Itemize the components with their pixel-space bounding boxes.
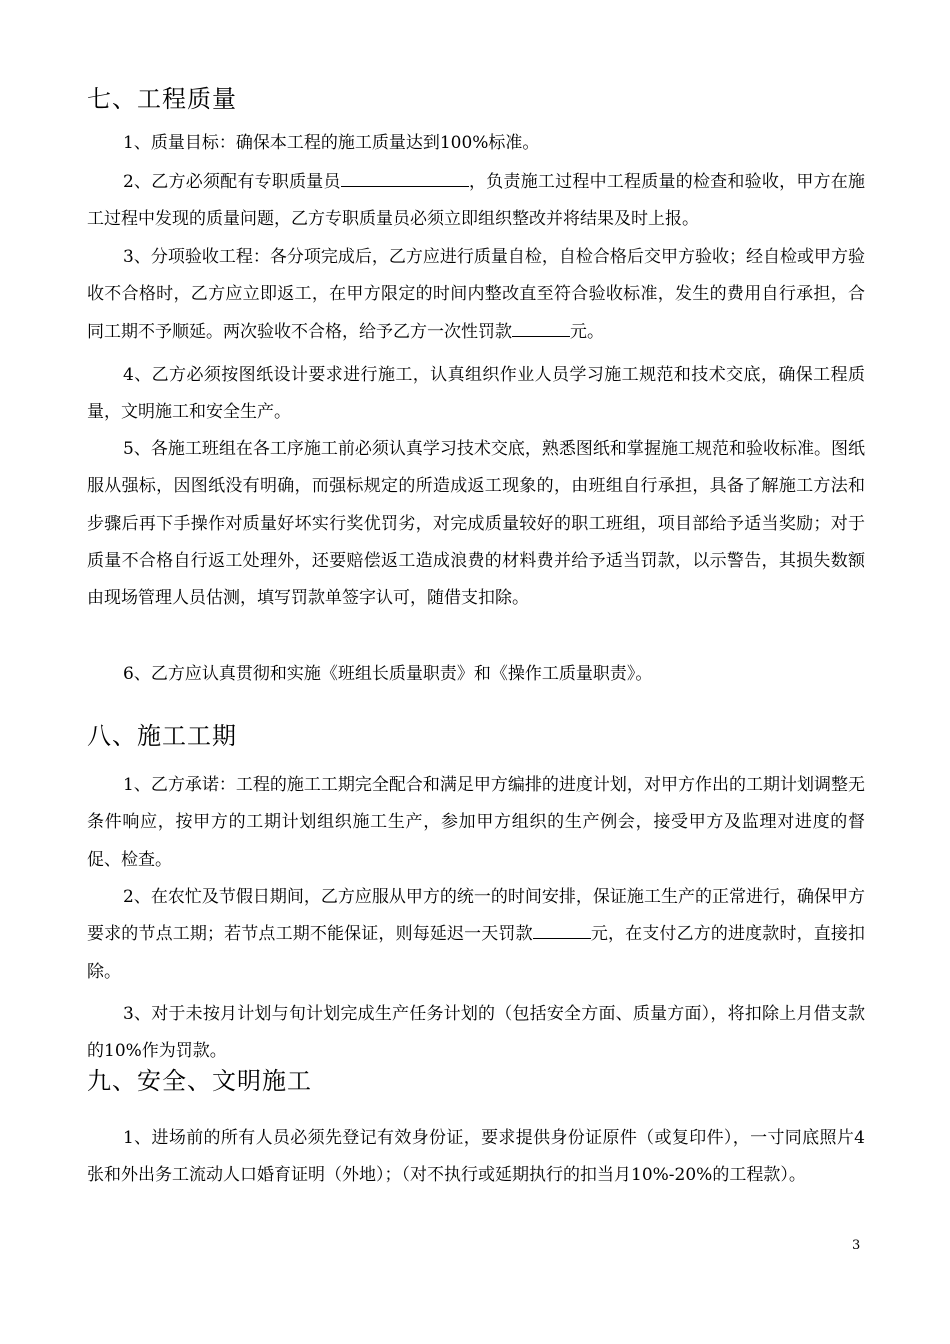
paragraph-schedule-2: 2、在农忙及节假日期间，乙方应服从甲方的统一的时间安排，保证施工生产的正常进行，确保甲方要求的节点工期；若节点工期不能保证，则每延迟一天罚款 元，在支付乙方的进度款时，直接扣除。 <box>87 887 866 982</box>
paragraph-schedule-1: 1、乙方承诺：工程的施工工期完全配合和满足甲方编排的进度计划，对甲方作出的工期计划调整无条件响应，按甲方的工期计划组织施工生产，参加甲方组织的生产例会，接受甲方及监理对进度的督促、检查。 <box>87 775 865 870</box>
section-title-quality: 七、工程质量 <box>87 85 237 113</box>
section-title-schedule: 八、施工工期 <box>87 722 237 750</box>
paragraph-quality-4: 4、乙方必须按图纸设计要求进行施工，认真组织作业人员学习施工规范和技术交底，确保工程质量，文明施工和安全生产。 <box>87 365 865 423</box>
paragraph-schedule-3: 3、对于未按月计划与旬计划完成生产任务计划的（包括安全方面、质量方面），将扣除上月借支款的10%作为罚款。 <box>87 1004 865 1062</box>
paragraph-quality-1: 1、质量目标：确保本工程的施工质量达到100%标准。 <box>123 133 540 153</box>
paragraph-quality-3: 3、分项验收工程：各分项完成后，乙方应进行质量自检，自检合格后交甲方验收；经自检或甲方验收不合格时，乙方应立即返工，在甲方限定的时间内整改直至符合验收标准，发生的费用自行承担，合同工期不予顺延。两次验收不合格，给予乙方一次性罚款 元。 <box>87 247 865 342</box>
fill-blank-fine-amount[interactable] <box>512 319 570 337</box>
fill-blank-quality-inspector[interactable] <box>341 169 469 187</box>
section-title-safety: 九、安全、文明施工 <box>87 1067 312 1095</box>
paragraph-safety-1: 1、进场前的所有人员必须先登记有效身份证，要求提供身份证原件（或复印件），一寸同底照片4张和外出务工流动人口婚育证明（外地）；（对不执行或延期执行的扣当月10%-20%的工程款）。 <box>87 1128 865 1186</box>
paragraph-quality-2: 2、乙方必须配有专职质量员 ，负责施工过程中工程质量的检查和验收，甲方在施工过程中发现的质量问题，乙方专职质量员必须立即组织整改并将结果及时上报。 <box>87 164 865 239</box>
page-number: 3 <box>852 1238 861 1253</box>
paragraph-quality-5: 5、各施工班组在各工序施工前必须认真学习技术交底，熟悉图纸和掌握施工规范和验收标准。图纸服从强标，因图纸没有明确，而强标规定的所造成返工现象的，由班组自行承担，具备了解施工方法和步骤后再下手操作对质量好坏实行奖优罚劣，对完成质量较好的职工班组，项目部给予适当奖励；对于质量不合格自行返工处理外，还要赔偿返工造成浪费的材料费并给予适当罚款，以示警告，其损失数额由现场管理人员估测，填写罚款单签字认可，随借支扣除。 <box>87 439 865 609</box>
fill-blank-delay-fine[interactable] <box>533 921 591 939</box>
paragraph-quality-6: 6、乙方应认真贯彻和实施《班组长质量职责》和《操作工质量职责》。 <box>123 664 653 684</box>
